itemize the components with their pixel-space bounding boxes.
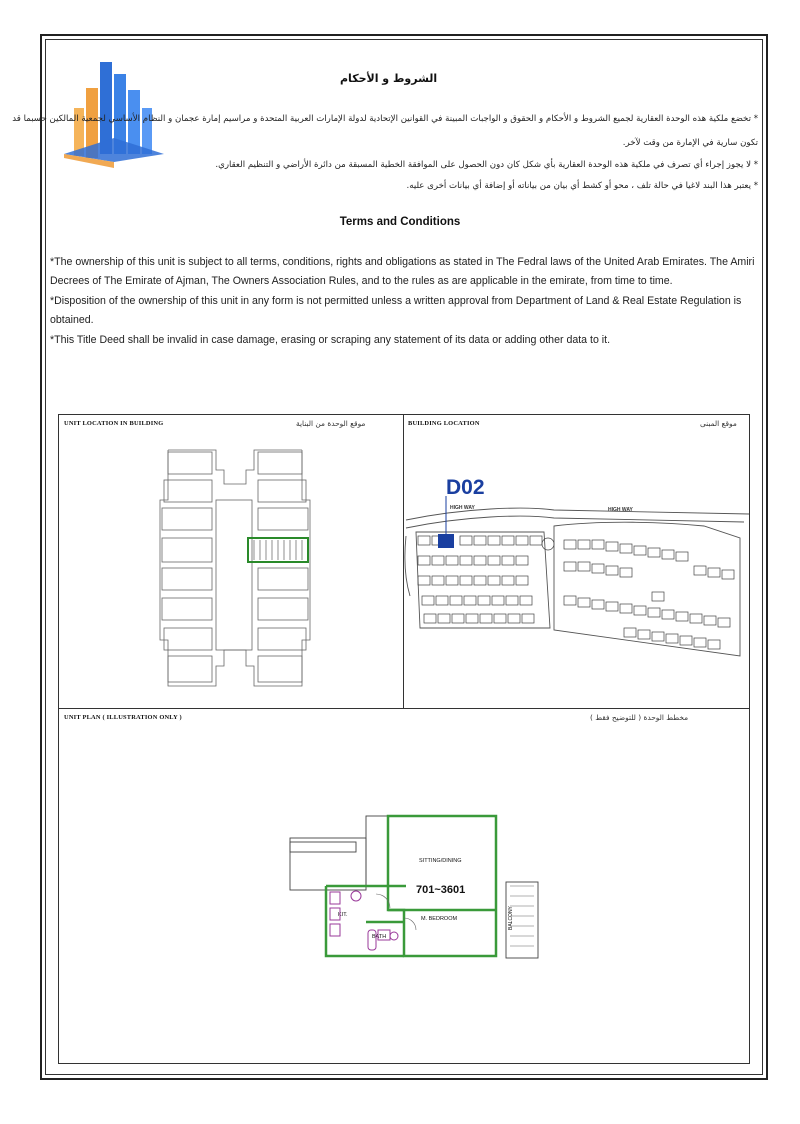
arabic-line-1: * تخضع ملكية هذه الوحدة العقارية لجميع الشروط و الأحكام و الحقوق و الواجبات المبينة في القوانين الإتحادية لدولة الإمارات العربية المتحدة و مراسيم إمارة عجمان و النظام الأساسي لجمعية المالكين حسبما قد (12, 114, 758, 124)
unit-number: 701~3601 (416, 884, 466, 896)
unit-location-label-ar: موقع الوحدة من البناية (296, 419, 366, 428)
room-sitting-dining: SITTING/DINING (419, 858, 462, 864)
english-paragraph-1: *The ownership of this unit is subject to all terms, conditions, rights and obligations as stated in The Fedral laws of the United Arab Emirates. The Amiri Decrees of The Emirate of Ajman, The Owners Association Rules, and to the rules as are applicable in the emirate, from time to time. (50, 256, 755, 287)
english-title: Terms and Conditions (339, 216, 461, 228)
room-bath: BATH (372, 934, 387, 940)
unit-marker (438, 534, 454, 548)
room-kitchen: KIT. (338, 912, 348, 918)
arabic-line-3: * لا يجوز إجراء أي تصرف في ملكية هذه الوحدة العقارية بأي شكل كان دون الحصول على الموافقة الخطية المسبقة من دائرة الأراضي و التنظيم العقاري. (215, 160, 758, 170)
road-label-left: HIGH WAY (450, 505, 475, 511)
building-location-label-ar: موقع المبنى (700, 419, 737, 428)
road-label-right: HIGH WAY (608, 507, 633, 513)
building-location-label: BUILDING LOCATION (408, 420, 480, 427)
building-floor-plan (150, 440, 320, 690)
room-master-bedroom: M. BEDROOM (421, 916, 458, 922)
site-map (404, 496, 749, 666)
unit-floor-plan (286, 812, 542, 962)
english-paragraph-3: *This Title Deed shall be invalid in case damage, erasing or scraping any statement of its data or adding other data to it. (50, 334, 611, 346)
english-paragraph-2: *Disposition of the ownership of this unit in any form is not permitted unless a written approval from Department of Land & Real Estate Regulation is obtained. (50, 295, 742, 326)
unit-location-label: UNIT LOCATION IN BUILDING (64, 420, 164, 427)
grid-horizontal-divider (58, 708, 750, 709)
arabic-line-2: تكون سارية في الإمارة من وقت لآخر. (622, 138, 758, 148)
arabic-title: الشروط و الأحكام (340, 72, 438, 85)
unit-plan-label: UNIT PLAN ( ILLUSTRATION ONLY ) (64, 714, 182, 721)
unit-plan-label-ar: مخطط الوحدة ( للتوضيح فقط ) (590, 713, 689, 722)
arabic-line-4: * يعتبر هذا البند لاغيا في حالة تلف ، محو أو كشط أي بيان من بياناته أو إضافة أي بيانات أخرى عليه. (406, 181, 758, 191)
building-code: D02 (446, 476, 485, 499)
room-balcony: BALCONY (508, 906, 514, 930)
